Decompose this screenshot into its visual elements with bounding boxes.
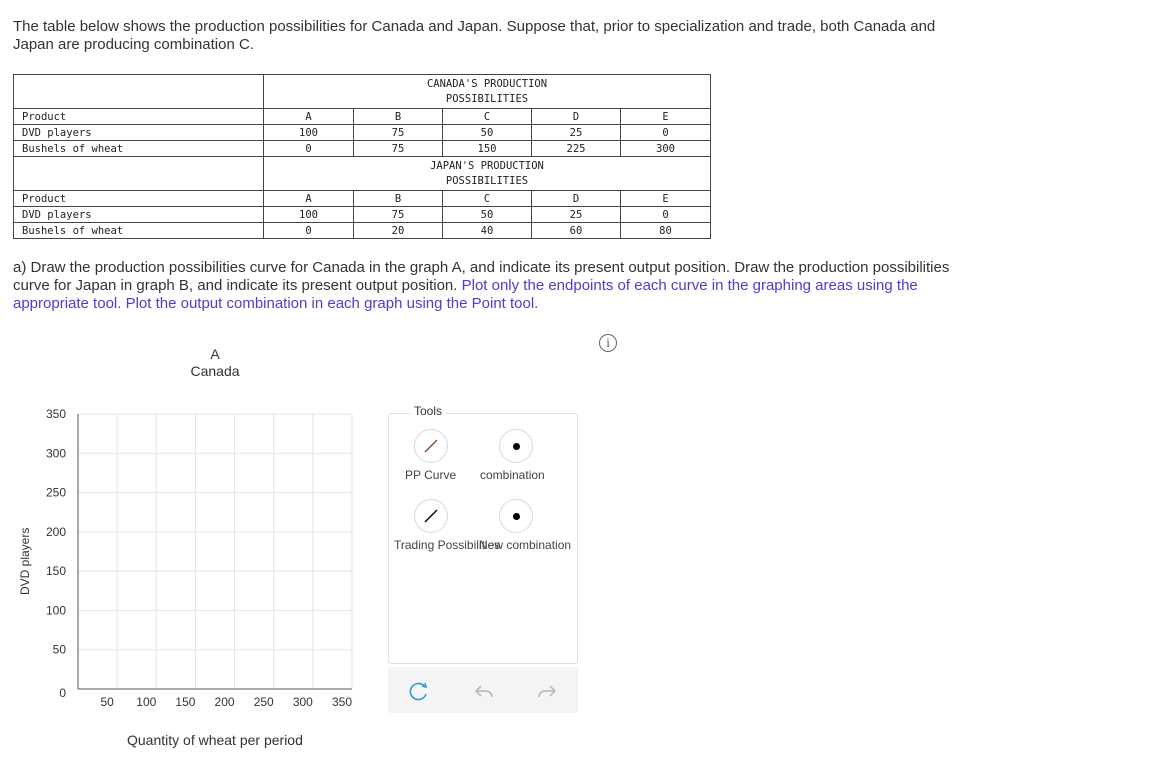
table-cell: 150: [443, 141, 532, 157]
x-tick-label: 250: [253, 695, 274, 709]
x-tick-label: 200: [214, 695, 235, 709]
canada-table-title: [264, 75, 711, 109]
japan-header-b: B: [354, 191, 443, 207]
table-cell: 50: [443, 207, 532, 223]
japan-header-product: Product: [14, 191, 264, 207]
question-instruction: Plot only the endpoints of each curve in the graphing areas using the appropriate tool. Plot the output combination in each graph using the Point tool.: [13, 277, 918, 312]
canada-header-a: A: [264, 109, 354, 125]
x-axis-title: Quantity of wheat per period: [127, 732, 303, 748]
japan-header-d: D: [532, 191, 621, 207]
y-tick-label: 250: [45, 485, 66, 500]
japan-header-a: A: [264, 191, 354, 207]
table-cell: 0: [264, 223, 354, 239]
x-tick-label: 50: [100, 695, 114, 709]
japan-row-label: DVD players: [14, 207, 264, 223]
grid-lines: [78, 414, 352, 689]
graph-country: Canada: [190, 363, 240, 379]
point-tool-icon: [513, 513, 520, 520]
new-combination-tool-button[interactable]: [499, 499, 533, 533]
japan-header-e: E: [621, 191, 711, 207]
y-tick-label: 100: [45, 603, 66, 618]
graph-area[interactable]: [30, 400, 370, 720]
canada-title-line2: POSSIBILITIES: [445, 93, 529, 105]
canada-header-c: C: [443, 109, 532, 125]
table-cell: 40: [443, 223, 532, 239]
table-cell: 25: [532, 207, 621, 223]
reset-icon[interactable]: [407, 679, 431, 703]
table-row: [14, 191, 711, 207]
y-tick-label: 350: [45, 407, 66, 421]
x-tick-label: 300: [292, 695, 313, 709]
table-cell: 75: [354, 207, 443, 223]
y-tick-labels: [46, 407, 66, 700]
canada-row-label: DVD players: [14, 125, 264, 141]
table-cell: 25: [532, 125, 621, 141]
question-plain: a) Draw the production possibilities curve for Canada in the graph A, and indicate its present output position. Draw the production possibilities curve for Japan in graph B, and indicate its present output position.: [13, 259, 950, 294]
table-corner-cell: [14, 157, 264, 191]
y-tick-label: 200: [45, 524, 66, 539]
table-row: [14, 141, 711, 157]
pp-curve-tool-label: PP Curve: [405, 468, 457, 482]
combination-tool-label: combination: [480, 468, 545, 482]
japan-table-title: [264, 157, 711, 191]
table-row: [14, 109, 711, 125]
trading-possibilities-tool-button[interactable]: [414, 499, 448, 533]
new-combination-tool-label: New combination: [479, 538, 572, 552]
y-axis-title: DVD players: [18, 527, 32, 595]
table-cell: 75: [354, 125, 443, 141]
table-cell: 100: [264, 125, 354, 141]
x-tick-label: 350: [331, 695, 353, 709]
pp-curve-tool-button[interactable]: [414, 429, 448, 463]
table-row: [14, 207, 711, 223]
x-tick-label: 150: [175, 695, 196, 709]
table-cell: 20: [354, 223, 443, 239]
trading-possibilities-tool-label: Trading Possibilities: [394, 538, 501, 552]
canada-header-d: D: [532, 109, 621, 125]
canada-title-line1: CANADA'S PRODUCTION: [426, 78, 548, 90]
tools-title: Tools: [410, 404, 446, 418]
undo-icon[interactable]: [472, 679, 496, 703]
canada-header-product: Product: [14, 109, 264, 125]
table-cell: 0: [264, 141, 354, 157]
combination-tool-button[interactable]: [499, 429, 533, 463]
line-tool-icon: [423, 438, 439, 454]
x-tick-labels: [100, 695, 352, 709]
table-cell: 50: [443, 125, 532, 141]
question-text: [13, 259, 953, 313]
intro-text: The table below shows the production possibilities for Canada and Japan. Suppose that, prior to specialization and trade, both Canada and Japan are producing combination C.: [13, 18, 936, 53]
table-cell: 300: [621, 141, 711, 157]
table-cell: 60: [532, 223, 621, 239]
info-icon[interactable]: i: [599, 334, 617, 352]
canada-row-label: Bushels of wheat: [14, 141, 264, 157]
y-tick-label: 50: [52, 642, 66, 657]
y-tick-label: 150: [45, 564, 66, 579]
table-cell: 0: [621, 125, 711, 141]
redo-icon[interactable]: [535, 679, 559, 703]
table-corner-cell: [14, 75, 264, 109]
japan-row-label: Bushels of wheat: [14, 223, 264, 239]
table-row: [14, 125, 711, 141]
production-possibilities-table: [13, 74, 711, 239]
table-cell: 80: [621, 223, 711, 239]
japan-header-c: C: [443, 191, 532, 207]
canada-header-e: E: [621, 109, 711, 125]
y-tick-label: 0: [59, 686, 66, 700]
table-cell: 225: [532, 141, 621, 157]
y-tick-label: 300: [45, 446, 66, 461]
japan-title-line1: JAPAN'S PRODUCTION: [430, 160, 544, 172]
table-cell: 100: [264, 207, 354, 223]
canada-header-b: B: [354, 109, 443, 125]
x-tick-label: 100: [136, 695, 157, 709]
japan-title-line2: POSSIBILITIES: [445, 175, 529, 187]
table-cell: 0: [621, 207, 711, 223]
axes: [78, 414, 352, 689]
table-row: [14, 223, 711, 239]
table-cell: 75: [354, 141, 443, 157]
line-tool-icon: [423, 508, 439, 524]
graph-letter: A: [210, 346, 220, 362]
point-tool-icon: [513, 443, 520, 450]
